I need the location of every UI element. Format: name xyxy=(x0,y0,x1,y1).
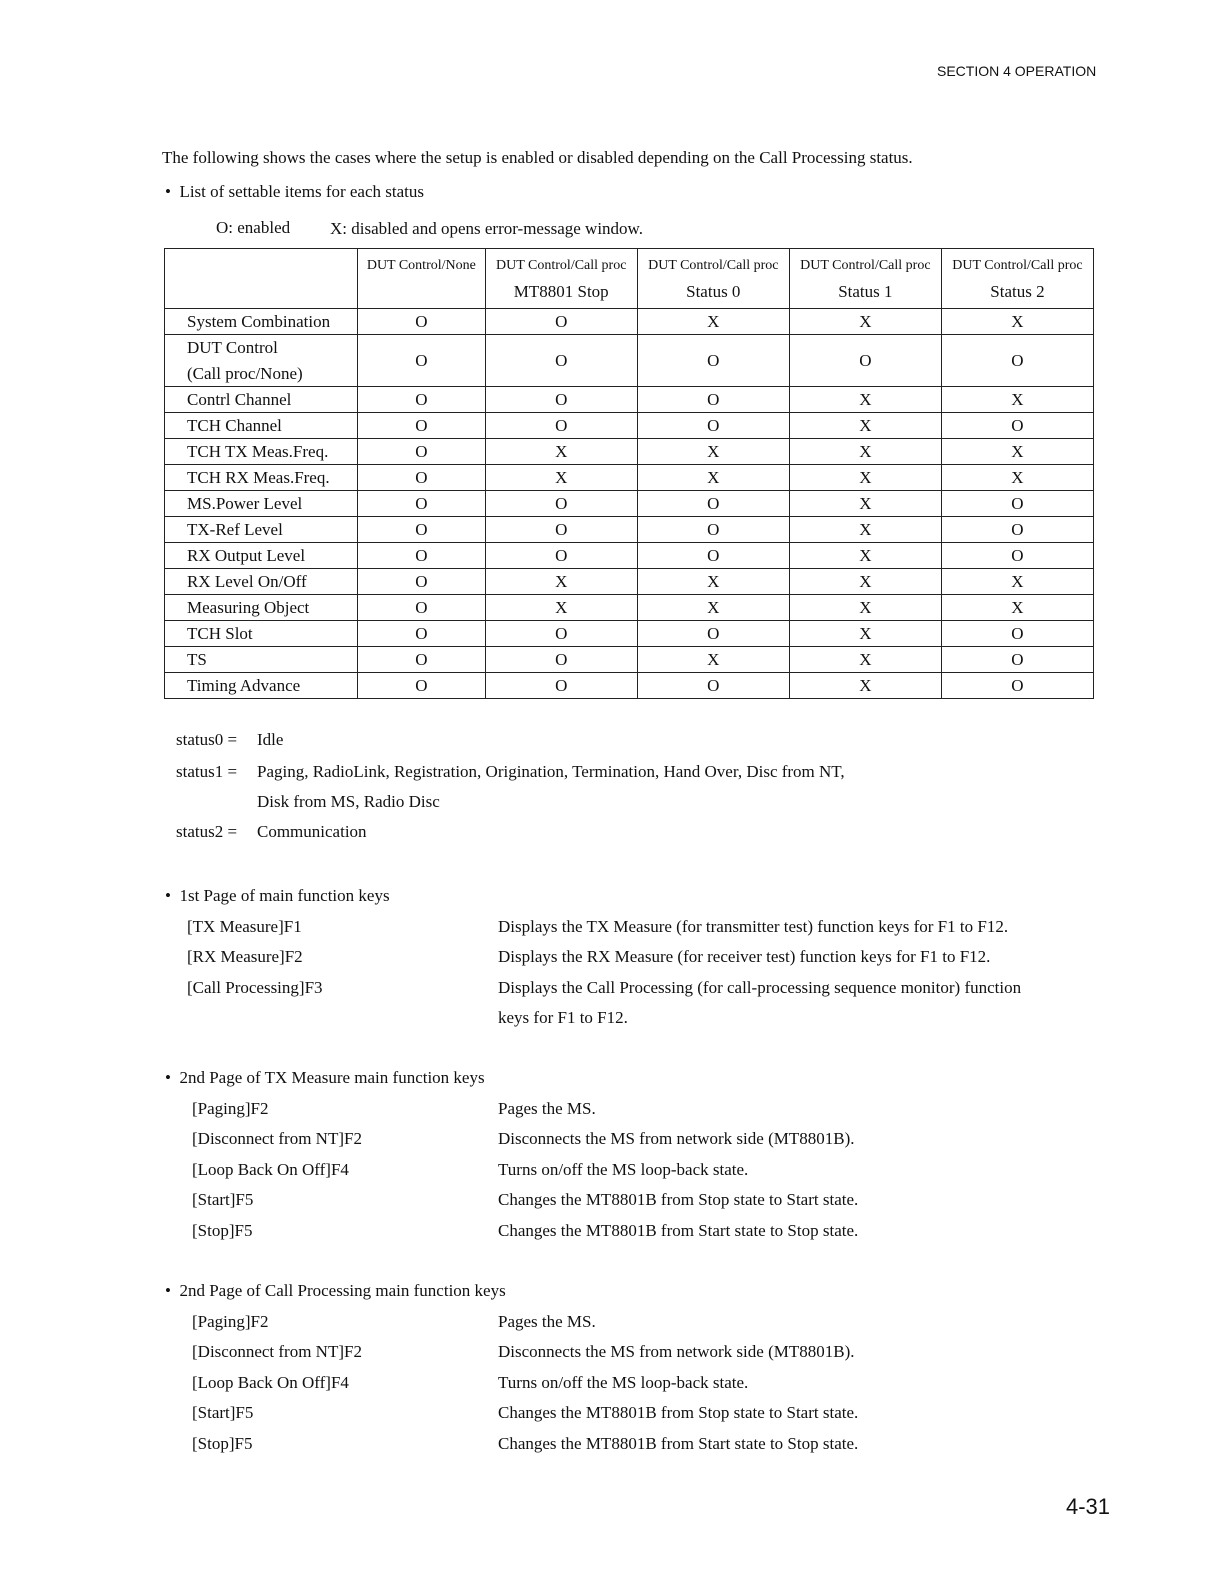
status-cell: X xyxy=(789,465,941,491)
status-cell: X xyxy=(485,569,637,595)
function-key-desc: Turns on/off the MS loop-back state. xyxy=(498,1372,749,1392)
table-row xyxy=(165,517,1094,543)
status-key: status1 = xyxy=(176,762,238,781)
status-cell: O xyxy=(941,413,1093,439)
table-row xyxy=(165,569,1094,595)
table-row xyxy=(165,309,1094,335)
status-cell: X xyxy=(637,569,789,595)
legend-disabled: X: disabled and opens error-message window. xyxy=(330,219,643,238)
section-title: • 2nd Page of Call Processing main function keys xyxy=(165,1281,506,1300)
row-label: DUT Control (Call proc/None) xyxy=(165,335,358,387)
status-cell: X xyxy=(941,569,1093,595)
column-header-line1: DUT Control/Call proc xyxy=(648,257,779,273)
row-label: TCH Channel xyxy=(165,413,358,439)
status-cell: O xyxy=(485,543,637,569)
status-cell: X xyxy=(941,465,1093,491)
function-key-desc: Changes the MT8801B from Start state to Stop state. xyxy=(498,1433,859,1453)
table-row xyxy=(165,621,1094,647)
status-cell: X xyxy=(637,439,789,465)
status-key: status2 = xyxy=(176,822,238,841)
function-key: [Loop Back On Off]F4 xyxy=(192,1372,349,1392)
table-row xyxy=(165,335,1094,387)
status-cell: O xyxy=(485,309,637,335)
column-header-line2: Status 0 xyxy=(686,281,741,301)
row-label: Measuring Object xyxy=(165,595,358,621)
column-header-line1: DUT Control/None xyxy=(366,257,476,273)
row-label: TS xyxy=(165,647,358,673)
status-cell: X xyxy=(941,309,1093,335)
status-cell: O xyxy=(637,621,789,647)
status-cell: X xyxy=(637,595,789,621)
status-cell: X xyxy=(789,621,941,647)
status-cell: O xyxy=(941,673,1093,699)
function-key-desc: Changes the MT8801B from Start state to Stop state. xyxy=(498,1220,859,1240)
status-cell: O xyxy=(637,413,789,439)
status-key: status0 = xyxy=(176,730,238,749)
status-cell: O xyxy=(637,491,789,517)
bullet-text: List of settable items for each status xyxy=(179,182,424,201)
column-header-line2: Status 2 xyxy=(990,281,1045,301)
status-cell: X xyxy=(789,569,941,595)
status-cell: X xyxy=(485,595,637,621)
row-label: TX-Ref Level xyxy=(165,517,358,543)
table-row xyxy=(165,413,1094,439)
status-cell: O xyxy=(358,647,486,673)
row-label: Contrl Channel xyxy=(165,387,358,413)
status-cell: O xyxy=(358,413,486,439)
status-cell: X xyxy=(789,387,941,413)
status-cell: O xyxy=(358,491,486,517)
function-key-desc: Displays the Call Processing (for call-processing sequence monitor) function xyxy=(498,977,1022,997)
function-key-desc: Displays the TX Measure (for transmitter test) function keys for F1 to F12. xyxy=(498,916,1009,936)
status-value: Idle xyxy=(257,730,284,749)
column-header xyxy=(485,249,637,309)
column-header xyxy=(789,249,941,309)
status-cell: X xyxy=(941,387,1093,413)
function-key: [Stop]F5 xyxy=(192,1433,253,1453)
function-key-desc: Disconnects the MS from network side (MT8801B). xyxy=(498,1342,855,1361)
corner-cell xyxy=(165,249,358,309)
status-cell: X xyxy=(637,647,789,673)
table-row xyxy=(165,543,1094,569)
table-row xyxy=(165,673,1094,699)
status-cell: O xyxy=(358,595,486,621)
status-cell: O xyxy=(485,491,637,517)
status-cell: O xyxy=(485,673,637,699)
row-label: TCH Slot xyxy=(165,621,358,647)
row-label: TCH TX Meas.Freq. xyxy=(165,439,358,465)
legend-enabled: O: enabled xyxy=(216,218,291,237)
function-key: [Paging]F2 xyxy=(192,1098,269,1118)
row-label: RX Output Level xyxy=(165,543,358,569)
status-cell: X xyxy=(789,595,941,621)
table-row xyxy=(165,595,1094,621)
status-cell: O xyxy=(637,673,789,699)
status-cell: X xyxy=(789,673,941,699)
column-header-line2: MT8801 Stop xyxy=(513,281,609,301)
status-value-cont: Disk from MS, Radio Disc xyxy=(257,792,440,811)
status-cell: O xyxy=(941,543,1093,569)
function-key: [Start]F5 xyxy=(192,1403,254,1422)
row-label: MS.Power Level xyxy=(165,491,358,517)
function-key: [TX Measure]F1 xyxy=(187,916,302,936)
status-cell: O xyxy=(941,335,1093,387)
status-cell: O xyxy=(941,517,1093,543)
section-header: SECTION 4 OPERATION xyxy=(937,63,1097,79)
intro-text: The following shows the cases where the setup is enabled or disabled depending on the Call Processing status. xyxy=(162,148,913,167)
row-label: Timing Advance xyxy=(165,673,358,699)
status-cell: X xyxy=(789,439,941,465)
function-key-desc: Displays the RX Measure (for receiver test) function keys for F1 to F12. xyxy=(498,947,991,966)
function-key-desc: Changes the MT8801B from Stop state to Start state. xyxy=(498,1403,859,1422)
function-key: [Loop Back On Off]F4 xyxy=(192,1159,349,1179)
function-key: [Disconnect from NT]F2 xyxy=(192,1129,362,1148)
column-header xyxy=(358,249,486,309)
status-cell: O xyxy=(789,335,941,387)
status-cell: O xyxy=(485,621,637,647)
function-key: [RX Measure]F2 xyxy=(187,947,303,966)
status-cell: X xyxy=(637,465,789,491)
status-cell: X xyxy=(637,309,789,335)
table-row xyxy=(165,491,1094,517)
bullet-settable: • List of settable items for each status xyxy=(165,182,424,201)
status-cell: O xyxy=(358,465,486,491)
function-key: [Start]F5 xyxy=(192,1190,254,1209)
status-cell: X xyxy=(789,491,941,517)
function-key-desc-cont: keys for F1 to F12. xyxy=(498,1008,628,1027)
status-cell: O xyxy=(637,335,789,387)
function-key: [Paging]F2 xyxy=(192,1311,269,1331)
status-cell: O xyxy=(485,387,637,413)
section-title: • 1st Page of main function keys xyxy=(165,886,390,905)
status-cell: O xyxy=(485,517,637,543)
settable-items-table xyxy=(164,248,1094,699)
status-value: Communication xyxy=(257,822,367,841)
status-cell: O xyxy=(637,543,789,569)
status-cell: O xyxy=(637,387,789,413)
status-cell: X xyxy=(789,309,941,335)
column-header-line1: DUT Control/Call proc xyxy=(952,257,1083,273)
status-cell: O xyxy=(941,621,1093,647)
column-header-line2: Status 1 xyxy=(838,281,893,301)
status-cell: X xyxy=(789,413,941,439)
column-header-line2 xyxy=(359,279,484,305)
status-value: Paging, RadioLink, Registration, Origination, Termination, Hand Over, Disc from NT, xyxy=(257,762,845,781)
status-cell: X xyxy=(789,517,941,543)
status-cell: O xyxy=(485,335,637,387)
status-cell: X xyxy=(485,465,637,491)
section-title: • 2nd Page of TX Measure main function keys xyxy=(165,1068,485,1087)
status-cell: X xyxy=(789,647,941,673)
status-cell: X xyxy=(485,439,637,465)
page-number: 4-31 xyxy=(1066,1494,1111,1519)
function-key-desc: Disconnects the MS from network side (MT8801B). xyxy=(498,1129,855,1148)
status-cell: O xyxy=(358,621,486,647)
status-cell: O xyxy=(358,543,486,569)
row-label: TCH RX Meas.Freq. xyxy=(165,465,358,491)
status-cell: O xyxy=(358,335,486,387)
table-row xyxy=(165,387,1094,413)
status-cell: O xyxy=(358,309,486,335)
status-cell: O xyxy=(485,647,637,673)
function-key-desc: Changes the MT8801B from Stop state to Start state. xyxy=(498,1190,859,1209)
function-key: [Disconnect from NT]F2 xyxy=(192,1342,362,1361)
row-label: RX Level On/Off xyxy=(165,569,358,595)
status-cell: O xyxy=(358,439,486,465)
column-header xyxy=(941,249,1093,309)
column-header xyxy=(637,249,789,309)
status-cell: X xyxy=(941,439,1093,465)
status-cell: O xyxy=(358,517,486,543)
status-cell: X xyxy=(789,543,941,569)
status-cell: O xyxy=(637,517,789,543)
table-row xyxy=(165,465,1094,491)
status-cell: O xyxy=(941,647,1093,673)
status-cell: O xyxy=(941,491,1093,517)
status-cell: O xyxy=(485,413,637,439)
table-row xyxy=(165,647,1094,673)
status-cell: O xyxy=(358,569,486,595)
function-key-desc: Turns on/off the MS loop-back state. xyxy=(498,1159,749,1179)
function-key-desc: Pages the MS. xyxy=(498,1311,596,1331)
column-header-line1: DUT Control/Call proc xyxy=(496,257,627,273)
row-label: System Combination xyxy=(165,309,358,335)
table-row xyxy=(165,439,1094,465)
function-key: [Stop]F5 xyxy=(192,1220,253,1240)
function-key-desc: Pages the MS. xyxy=(498,1098,596,1118)
status-cell: O xyxy=(358,673,486,699)
column-header-line1: DUT Control/Call proc xyxy=(800,257,931,273)
function-key: [Call Processing]F3 xyxy=(187,977,323,997)
status-cell: X xyxy=(941,595,1093,621)
status-cell: O xyxy=(358,387,486,413)
